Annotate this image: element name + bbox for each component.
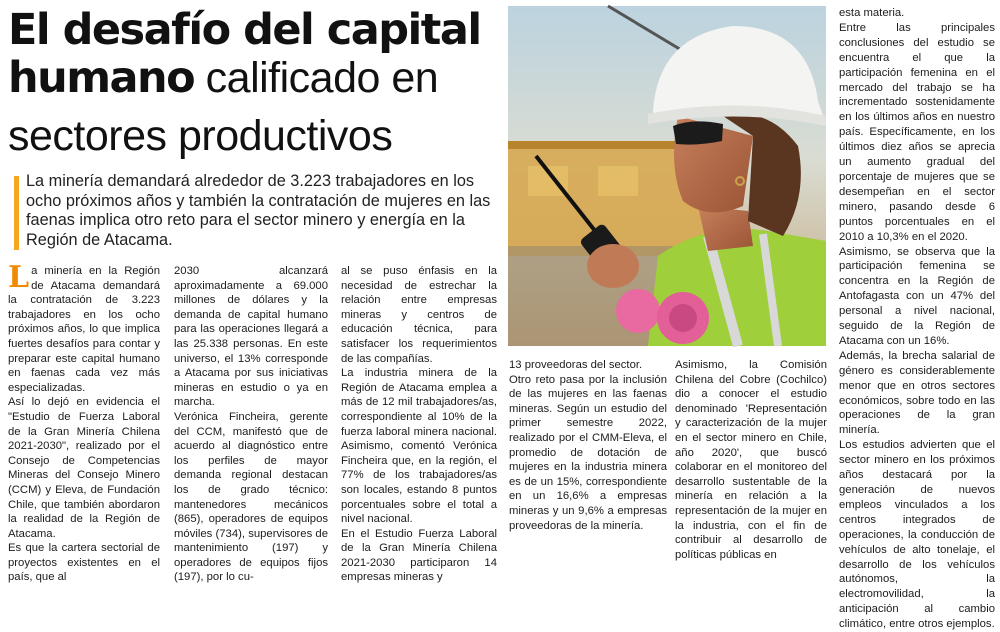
col6-paragraph-2: Entre las principales conclusiones del estudio se encuentra el que la participación femenina en el mercado del trabajo se ha incrementado sostenidamente en los últimos años en nuestro país. Específicamente, en los últimos diez años se aprecia un aumento gradual del porcentaje de mujeres que se desempeñan en el sector minero, pasando desde 6 puntos porcentuales en el 2010 a 10,3% en el 2020.: [839, 21, 995, 243]
col3-paragraph-2: La industria minera de la Región de Atacama emplea a más de 12 mil trabajadores/as, correspondiente al 10% de la fuerza laboral minera nacional. Asimismo, comentó Verónica Fincheira que, en la región, el 77% de los trabajadores/as son locales, estando 8 puntos porcentuales sobre el total a nivel nacional.: [341, 367, 497, 526]
headline: [8, 6, 498, 160]
lead-accent-bar: [14, 176, 19, 250]
headline-bold-word: humano: [8, 53, 195, 103]
lead-paragraph: La minería demandará alrededor de 3.223 trabajadores en los ocho próximos años y también la contratación de mujeres en las faenas implica otro reto para el sector minero y energía en la Región de Atacama.: [26, 172, 491, 249]
col1-paragraph-2: Así lo dejó en evidencia el "Estudio de Fuerza Laboral de la Gran Minería Chilena 2021-2030", realizado por el Consejo de Competencias Mineras del Consejo Minero (CCM) y Eleva, de Fundación Chile, que también abordaron la realidad de la Región de Atacama.: [8, 396, 160, 540]
col6-paragraph-4: Además, la brecha salarial de género es considerablemente menor que en otros sectores económicos, sobre todo en las operaciones de la gran minería.: [839, 349, 995, 437]
body-column-1: [8, 260, 160, 585]
col6-paragraph-3: Asimismo, se observa que la participación femenina se concentra en la Región de Antofagasta con un 47% del personal a nivel nacional, seguido de la Región de Atacama con un 16%.: [839, 245, 995, 347]
photo-woman-miner-with-radio: [508, 6, 826, 346]
headline-light-2: calificado en: [194, 54, 439, 102]
lead-block: [8, 172, 496, 250]
drop-cap: L: [8, 260, 30, 295]
col2-paragraph-2: Verónica Fincheira, gerente del CCM, manifestó que de acuerdo al diagnóstico entre los perfiles de mayor demanda regional destacan los de grado técnico: mantenedores mecánicos (865), operadores de equipos móviles (734), supervisores de mantenimiento (197) y operadores de equipos fijos (197), por lo cu-: [174, 410, 328, 584]
col6-paragraph-1: esta materia.: [839, 7, 905, 19]
body-column-2: [174, 264, 328, 585]
col3-paragraph-3: En el Estudio Fuerza Laboral de la Gran Minería Chilena 2021-2030 participaron 14 empresas mineras y: [341, 527, 497, 584]
col1-paragraph-1: a minería en la Región de Atacama demandará la contratación de 3.223 trabajadores en los ocho próximos años, lo que implica fuertes desafíos para contar y preparar este capital humano en faenas cada vez más especializadas.: [8, 265, 160, 394]
headline-line-1: El desafío del capital: [8, 5, 481, 55]
body-column-3: [341, 264, 497, 585]
body-column-4: [509, 358, 667, 533]
col6-paragraph-5: Los estudios advierten que el sector minero en los próximos años destacará por la generación de nuevos empleos vinculados a los centros integrados de operaciones, la conducción de vehículos de alto tonelaje, el desarrollo de los vehículos autónomos, la electromovilidad, la anticipación al cambio climático, entre otros ejemplos.: [839, 439, 995, 631]
body-column-5: [675, 358, 827, 562]
col3-paragraph-1: al se puso énfasis en la necesidad de estrechar la relación entre empresas mineras y centros de educación técnica, para satisfacer los requerimientos de las compañías.: [341, 265, 497, 365]
col4-paragraph-2: Otro reto pasa por la inclusión de las mujeres en las faenas mineras. Según un estudio del primer semestre 2022, realizado por el CMM-Eleva, el promedio de dotación de mujeres en la industria minera es de un 15%, correspondiente en un 16,6% a empresas mineras y un 9,6% a empresas proveedoras de la minería.: [509, 373, 667, 532]
headline-line-3: sectores productivos: [8, 112, 393, 160]
col2-paragraph-1: 2030 alcanzará aproximadamente a 69.000 millones de dólares y la demanda de capital humano para las operaciones llegará a las 25.338 personas. En este universo, el 13% corresponde a Atacama por sus iniciativas mineras en estudio o ya en marcha.: [174, 265, 328, 409]
col5-paragraph-1: Asimismo, la Comisión Chilena del Cobre (Cochilco) dio a conocer el estudio denominado 'Representación y caracterización de la mujer en el sector minero en Chile, año 2020', que buscó colaborar en el monitoreo del desarrollo sustentable de la minería en relación a la representación de la mujer en la industria, con el fin de contribuir al desarrollo de políticas públicas en: [675, 359, 827, 561]
col4-paragraph-1: 13 proveedoras del sector.: [509, 359, 643, 371]
body-column-6: [839, 6, 995, 632]
col1-paragraph-3: Es que la cartera sectorial de proyectos existentes en el país, que al: [8, 542, 160, 584]
